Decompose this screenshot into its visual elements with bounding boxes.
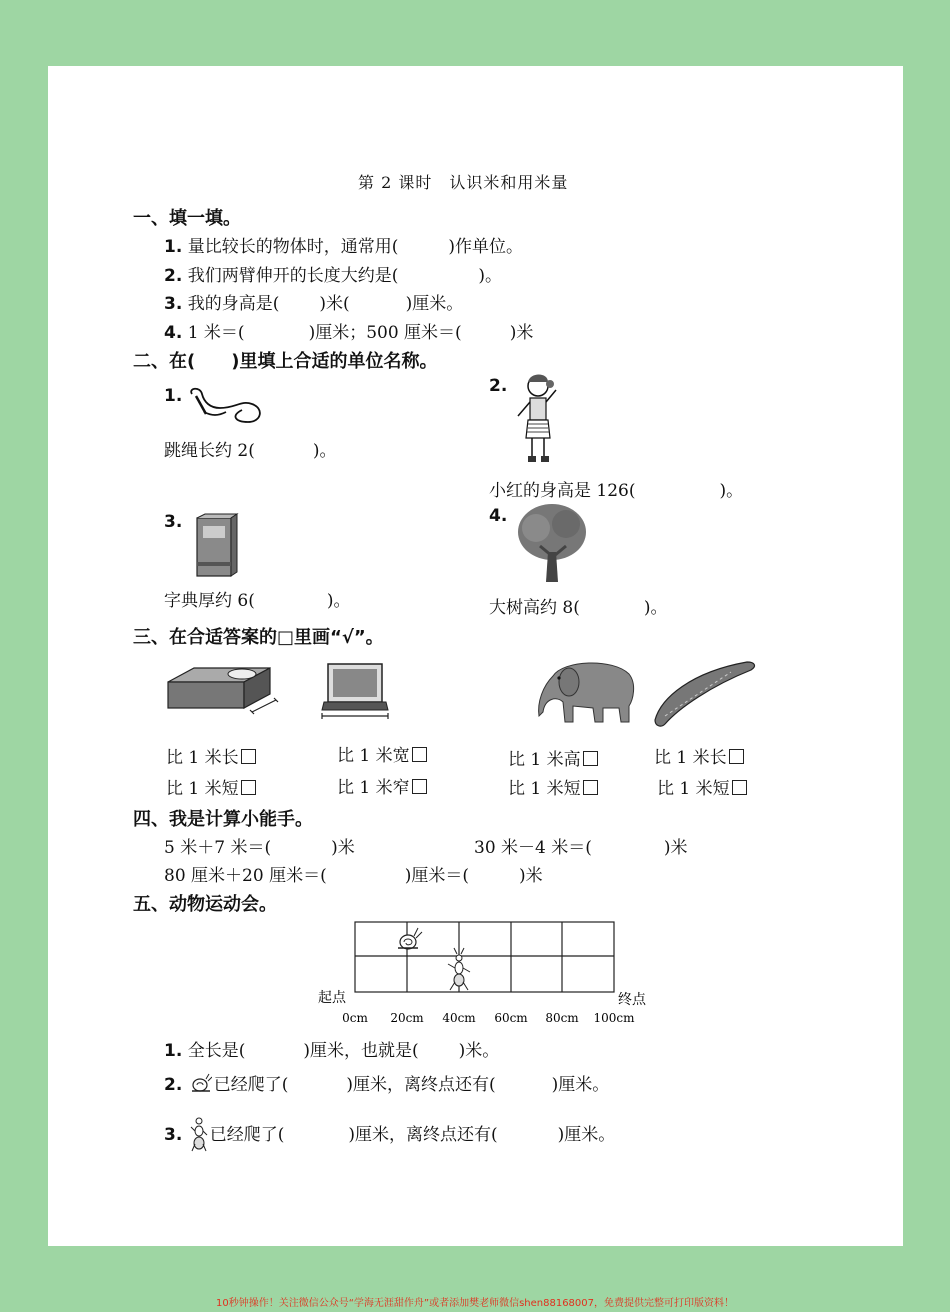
start-label: 起点: [318, 990, 346, 1006]
dictionary-icon: [193, 512, 239, 580]
tick-label: 80cm: [545, 1011, 579, 1025]
section-5-heading: 五、动物运动会。: [133, 894, 277, 915]
opt-elephant-shorter[interactable]: 比 1 米短: [508, 774, 598, 799]
s2-item-1-number: 1.: [164, 386, 183, 406]
s2-item-2-text: 小红的身高是 126( )。: [489, 481, 744, 501]
section-2-heading: 二、在( )里填上合适的单位名称。: [133, 351, 438, 372]
tick-label: 60cm: [494, 1011, 528, 1025]
section-4-heading: 四、我是计算小能手。: [133, 809, 313, 830]
checkbox[interactable]: [732, 780, 747, 795]
s2-item-2-number: 2.: [489, 376, 508, 396]
worksheet-page: [48, 66, 903, 1246]
calc-2: 30 米－4 米＝( )米: [474, 838, 688, 858]
elephant-icon: [533, 656, 639, 726]
opt-bed-longer[interactable]: 比 1 米长: [166, 743, 256, 768]
s5-question-3: 3. 已经爬了( )厘米，离终点还有( )厘米。: [164, 1116, 615, 1152]
tick-label: 40cm: [442, 1011, 476, 1025]
checkbox[interactable]: [729, 749, 744, 764]
opt-elephant-taller[interactable]: 比 1 米高: [508, 745, 598, 770]
s2-item-4-number: 4.: [489, 506, 508, 526]
opt-cucumber-longer[interactable]: 比 1 米长: [654, 743, 744, 768]
snail-icon: [398, 928, 422, 949]
checkbox[interactable]: [583, 751, 598, 766]
ant-icon: [190, 1116, 208, 1152]
s2-item-3-number: 3.: [164, 512, 183, 532]
race-track-diagram: [318, 916, 678, 1026]
s1-question-1: 1. 量比较长的物体时，通常用( )作单位。: [164, 237, 523, 257]
page-title: 第 2 课时 认识米和用米量: [358, 173, 569, 192]
cucumber-icon: [651, 658, 757, 728]
track-frame: [355, 922, 614, 992]
s1-question-3: 3. 我的身高是( )米( )厘米。: [164, 294, 464, 314]
s2-item-4-text: 大树高约 8( )。: [489, 598, 668, 618]
checkbox[interactable]: [241, 749, 256, 764]
opt-cucumber-shorter[interactable]: 比 1 米短: [657, 774, 747, 799]
jump-rope-icon: [186, 386, 266, 426]
opt-laptop-wider[interactable]: 比 1 米宽: [337, 741, 427, 766]
tree-icon: [516, 502, 588, 586]
s2-item-3-text: 字典厚约 6( )。: [164, 591, 351, 611]
section-3-heading: 三、在合适答案的□里画“√”。: [133, 627, 384, 648]
laptop-icon: [320, 660, 390, 722]
tick-label: 100cm: [593, 1011, 635, 1025]
section-1-heading: 一、填一填。: [133, 208, 241, 229]
s1-question-2: 2. 我们两臂伸开的长度大约是( )。: [164, 266, 502, 286]
calc-1: 5 米＋7 米＝( )米: [164, 838, 355, 858]
s2-item-1-text: 跳绳长约 2( )。: [164, 441, 337, 461]
girl-icon: [510, 370, 566, 466]
s1-question-4: 4. 1 米＝( )厘米；500 厘米＝( )米: [164, 323, 534, 343]
end-label: 终点: [618, 992, 646, 1008]
s5-question-1: 1. 全长是( )厘米，也就是( )米。: [164, 1041, 500, 1061]
calc-3: 80 厘米＋20 厘米＝( )厘米＝( )米: [164, 866, 543, 886]
checkbox[interactable]: [412, 779, 427, 794]
bed-icon: [164, 660, 282, 722]
footer-notice: 10秒钟操作！关注微信公众号“学海无涯甜作舟”或者添加樊老师微信shen88168007，免费提供完整可打印版资料！: [215, 1298, 735, 1309]
s5-question-2: 2. 已经爬了( )厘米，离终点还有( )厘米。: [164, 1075, 610, 1095]
snail-icon: [190, 1073, 212, 1095]
checkbox[interactable]: [583, 780, 598, 795]
opt-laptop-narrower[interactable]: 比 1 米窄: [337, 773, 427, 798]
tick-label: 20cm: [390, 1011, 424, 1025]
tick-label: 0cm: [342, 1011, 368, 1025]
checkbox[interactable]: [412, 747, 427, 762]
checkbox[interactable]: [241, 780, 256, 795]
opt-bed-shorter[interactable]: 比 1 米短: [166, 774, 256, 799]
